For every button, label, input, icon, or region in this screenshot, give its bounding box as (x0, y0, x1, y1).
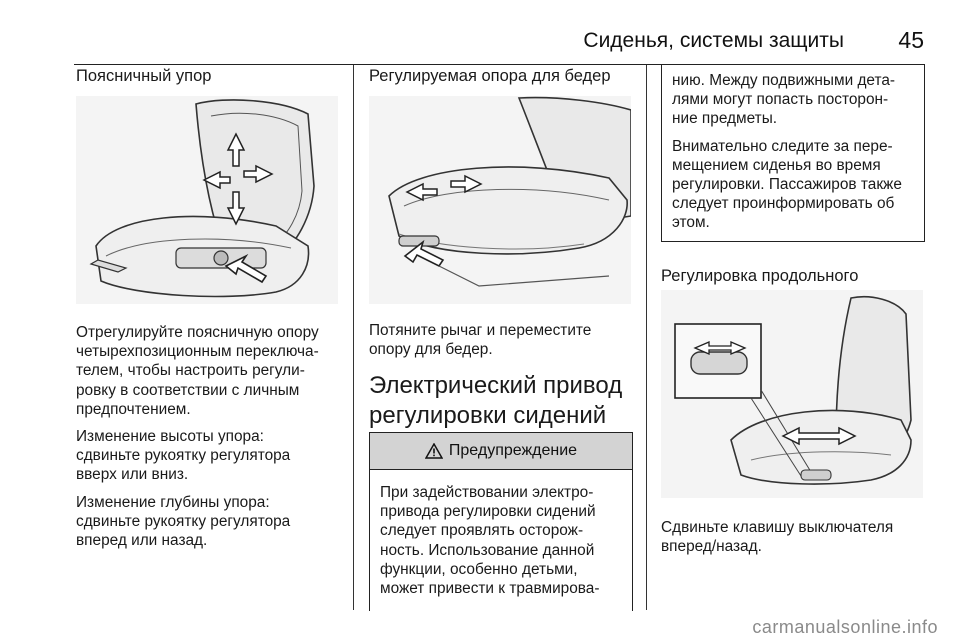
warning-cont-para-2: Внимательно следите за пере- мещением сиденья во время регулировки. Пассажиров также следует проинформировать об этом. (672, 137, 902, 232)
longitudinal-heading: Регулировка продольного (661, 267, 859, 285)
warning-box (369, 432, 633, 611)
thigh-support-para: Потяните рычаг и переместите опору для бедер. (369, 322, 592, 359)
lumbar-para-1: Отрегулируйте поясничную опору четырехпозиционным переключа- телем, чтобы настроить регули- ровку в соответствии с личным предпочтением. (76, 324, 319, 418)
warning-title: Предупреждение (448, 442, 578, 459)
warning-header (370, 433, 632, 470)
page-number: 45 (898, 27, 924, 53)
thigh-support-heading: Регулируемая опора для бедер (369, 67, 611, 85)
warning-box-continued (661, 65, 925, 242)
seat-lumbar-illustration-icon (76, 96, 338, 304)
column-divider-2 (646, 65, 647, 610)
watermark: carmanualsonline.info (752, 617, 938, 637)
lumbar-description (76, 323, 348, 558)
seat-thigh-support-illustration-icon (369, 96, 631, 304)
thigh-support-description (369, 321, 641, 367)
lumbar-para-2: Изменение высоты упора: сдвиньте рукоятку регулятора вверх или вниз. (76, 428, 291, 484)
warning-triangle-icon (425, 443, 443, 459)
seat-longitudinal-switch-illustration-icon (661, 290, 923, 498)
lumbar-para-3: Изменение глубины упора: сдвиньте рукоятку регулятора вперед или назад. (76, 493, 291, 550)
column-divider-1 (353, 65, 354, 610)
lumbar-seat-figure (76, 96, 338, 304)
warning-text: При задействовании электро- привода регулировки сидений следует проявлять осторож- ность. Использование данной функции, особенно детьми, может привести к травмирова- (380, 484, 600, 598)
longitudinal-para: Сдвиньте клавишу выключателя вперед/назад. (661, 519, 894, 556)
warning-cont-para-1: нию. Между подвижными дета- лями могут попасть посторон- ние предметы. (672, 72, 896, 128)
section-title: Сиденья, системы защиты (583, 29, 844, 52)
electric-drive-heading: Электрический привод регулировки сидений (369, 372, 623, 429)
lumbar-heading: Поясничный упор (76, 67, 212, 85)
thigh-support-figure (369, 96, 631, 304)
longitudinal-description (661, 518, 923, 564)
longitudinal-seat-figure (661, 290, 923, 498)
